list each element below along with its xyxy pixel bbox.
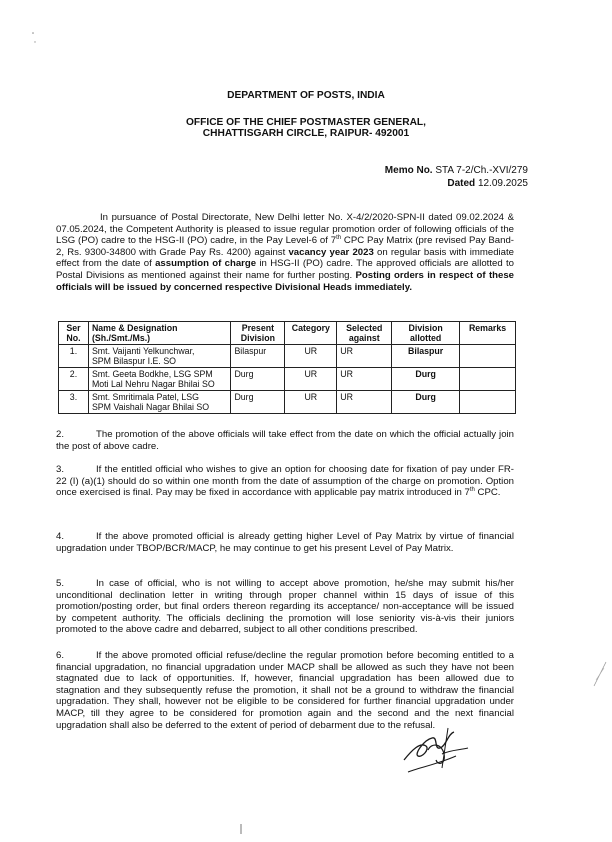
memo-number-block — [385, 165, 528, 190]
col-header-name: Name & Designation (Sh./Smt./Ms.) — [88, 322, 231, 345]
cell-remarks — [460, 345, 516, 368]
cell-present: Bilaspur — [231, 345, 285, 368]
cell-remarks — [460, 368, 516, 391]
memo-label: Memo No. — [384, 165, 433, 176]
cell-name: Smt. Vaijanti Yelkunchwar, SPM Bilaspur I.E. SO — [88, 345, 231, 368]
table-row — [59, 345, 516, 368]
table-row — [59, 391, 516, 414]
footer-mark — [238, 824, 244, 834]
col-header-present: Present Division — [231, 322, 285, 345]
col-header-remarks: Remarks — [460, 322, 516, 345]
cell-present: Durg — [231, 368, 285, 391]
margin-dot-mark — [30, 30, 38, 46]
cell-selected: UR — [337, 391, 392, 414]
department-title: DEPARTMENT OF POSTS, INDIA — [227, 90, 385, 101]
table-row — [59, 368, 516, 391]
paragraph-6: 6. If the above promoted official refuse/decline the regular promotion before becoming entitled to a financial upgradation, no financial upgradation under MACP shall be allowed as such they have not been stagnated due to lack of opportunities. If, however, financial upgradation has been allowed due to stagnation and they subsequently refuse the promotion, it shall not be a ground to withdraw the financial upgradation. They shall, however not be eligible to be considered for further financial upgradation under MACP, till they agree to be considered for promotion again and the second and the next financial upgradation shall also be deferred to the extent of period of debarment due to the refusal. — [56, 650, 514, 731]
cell-remarks — [460, 391, 516, 414]
office-title-line1: OFFICE OF THE CHIEF POSTMASTER GENERAL, — [186, 117, 426, 128]
cell-allotted: Durg — [392, 391, 460, 414]
paragraph-2: 2. The promotion of the above officials will take effect from the date on which the official actually join the post of above cadre. — [56, 429, 514, 452]
col-header-selected: Selected against — [337, 322, 392, 345]
promotion-table — [58, 321, 516, 414]
intro-paragraph: In pursuance of Postal Directorate, New Delhi letter No. X-4/2/2020-SPN-II dated 09.02.2024 & 07.05.2024, the Competent Authority is pleased to issue regular promotion order of following officials of the LSG (PO) cadre to the HSG-II (PO) cadre, in the Pay Level-6 of 7th CPC Pay Matrix (pre revised Pay Band-2, Rs. 9300-34800 with Grade Pay Rs. 4200) against vacancy year 2023 on regular basis with immediate effect from the date of assumption of charge in HSG-II (PO) cadre. The approved officials are allotted to Postal Divisions as mentioned against their name for further posting. Posting orders in respect of these officials will be issued by concerned respective Divisional Heads immediately. — [56, 212, 514, 293]
col-header-ser: Ser No. — [59, 322, 89, 345]
office-title-line2: CHHATTISGARH CIRCLE, RAIPUR- 492001 — [202, 128, 410, 139]
cell-selected: UR — [337, 368, 392, 391]
memo-date: 12.09.2025 — [477, 177, 528, 189]
paragraph-3: 3. If the entitled official who wishes to give an option for choosing date for fixation of pay under FR-22 (I) (a)(1) should do so within one month from the date of assumption of the charge on promotion. Option once exercised is final. Pay may be fixed in accordance with applicable pay matrix introduced in 7th CPC. — [56, 464, 514, 499]
cell-category: UR — [285, 345, 337, 368]
cell-category: UR — [285, 391, 337, 414]
cell-ser: 1. — [59, 345, 89, 368]
cell-ser: 2. — [59, 368, 89, 391]
handwritten-signature-icon — [398, 720, 472, 780]
cell-name: Smt. Smritimala Patel, LSG SPM Vaishali Nagar Bhilai SO — [88, 391, 231, 414]
cell-allotted: Durg — [392, 368, 460, 391]
cell-present: Durg — [231, 391, 285, 414]
paragraph-4: 4. If the above promoted official is already getting higher Level of Pay Matrix by virtue of financial upgradation under TBOP/BCR/MACP, he may continue to get his present Level of Pay Matrix. — [56, 531, 514, 554]
paragraph-5: 5. In case of official, who is not willing to accept above promotion, he/she may submit his/her unconditional declination letter in writing through proper channel within 15 days of issue of this promotion/posting order, but final orders thereon regarding its acceptance/ non-acceptance will be issued by competent authority. The officials declining the promotion will lose seniority vis-à-vis their juniors promoted to the above cadre and debarred, subject to all other conditions prescribed. — [56, 578, 514, 636]
col-header-allotted: Division allotted — [392, 322, 460, 345]
cell-name: Smt. Geeta Bodkhe, LSG SPM Moti Lal Nehru Nagar Bhilai SO — [88, 368, 231, 391]
dated-label: Dated — [447, 177, 476, 189]
margin-scratch-mark — [590, 660, 608, 690]
col-header-category: Category — [285, 322, 337, 345]
cell-ser: 3. — [59, 391, 89, 414]
cell-selected: UR — [337, 345, 392, 368]
table-header-row — [59, 322, 516, 345]
memo-number: STA 7-2/Ch.-XVI/279 — [435, 165, 528, 176]
cell-category: UR — [285, 368, 337, 391]
cell-allotted: Bilaspur — [392, 345, 460, 368]
